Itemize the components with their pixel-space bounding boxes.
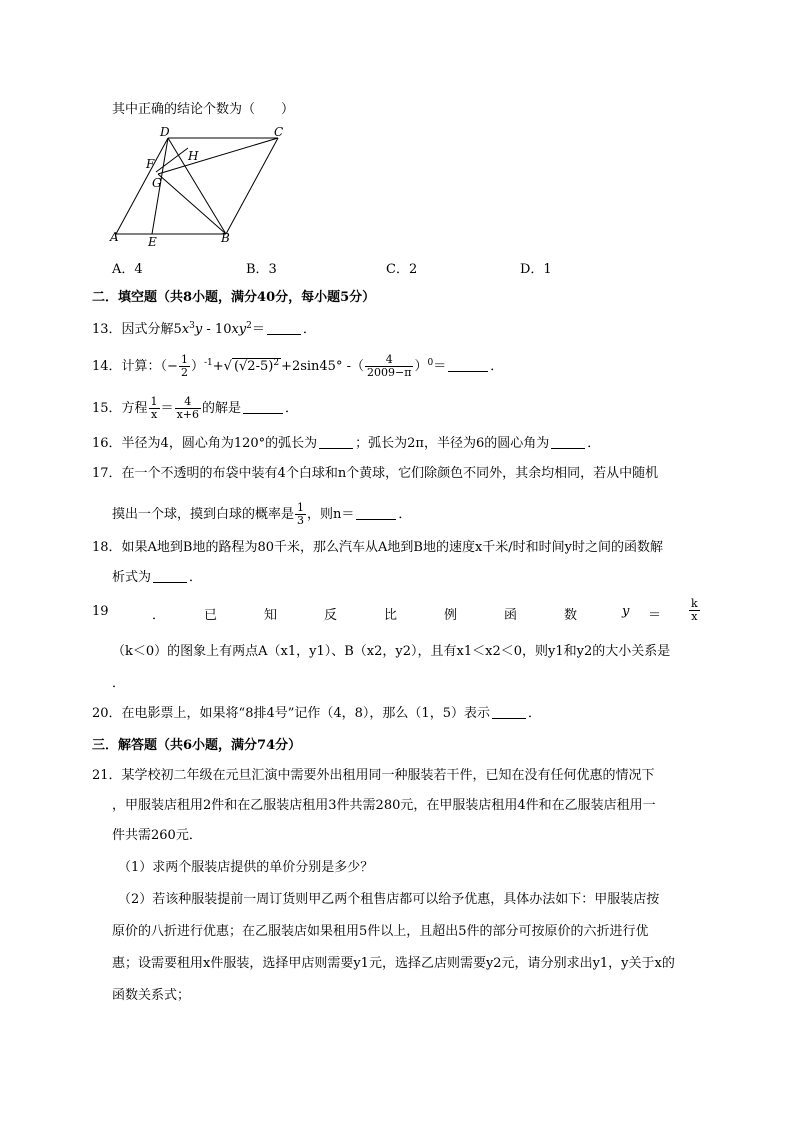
question-15: 15．方程 $\frac{1}{x}$ ＝ $\frac{4}{x+6}$ 的解是 ． (92, 395, 299, 421)
question-14: 14．计算：（− $\frac{1}{2}$ ）$^{-1}$+√ $(√2-5)^2 +2\sin 45^\circ$ -（ $\frac{4}{2009-\pi}$ ）$^0$＝ ． (92, 353, 504, 379)
question-18-line2: 析式为 ． (112, 570, 203, 585)
question-21-part2-line4: 函数关系式； (112, 988, 191, 1003)
question-17-line1: 17．在一个不透明的布袋中装有4个白球和n个黄球，它们除颜色不同外，其余均相同，若从中随机 (92, 466, 659, 481)
question-17-line2: 摸出一个球，摸到白球的概率是 $\frac{1}{3}$ ，则n＝ ． (112, 501, 412, 527)
answer-blank (267, 322, 301, 335)
question-12-stem: 其中正确的结论个数为（ ） (112, 102, 295, 117)
parallelogram-figure (108, 124, 288, 250)
question-21-part2-line2: 原价的八折进行优惠；在乙服装店如果租用5件以上，且超出5件的部分可按原价的六折进行优 (112, 924, 649, 939)
question-21-part1: （1）求两个服装店提供的单价分别是多少？ (118, 860, 374, 875)
question-16: 16．半径为4，圆心角为120°的弧长为 ；弧长为2π，半径为6的圆心角为 ． (92, 436, 601, 451)
question-21-line3: 件共需260元． (112, 828, 202, 843)
question-18-line1: 18．如果A地到B地的路程为80千米，那么汽车从A地到B地的速度x千米/时和时间y时之间的函数解 (92, 540, 664, 555)
question-20: 20．在电影票上，如果将“8排4号”记作（4，8），那么（1，5）表示 ． (92, 706, 541, 721)
label-A: A (110, 230, 119, 244)
question-21-part2-line1: （2）若该种服装提前一周订货则甲乙两个租售店都可以给予优惠，具体办法如下：甲服装店按 (118, 892, 660, 907)
label-B: B (221, 231, 230, 245)
question-19-line1: 19 ． 已 知 反 比 例 函 数 y ＝ $\frac{k}{x}$ (92, 597, 698, 623)
question-19-line3: ． (112, 676, 126, 691)
section-2-heading: 二．填空题（共8小题，满分40分，每小题5分） (92, 290, 376, 305)
question-13: 13．因式分解$5x^3y - 10xy^2=$ ． (92, 321, 316, 337)
question-21-line2: ，甲服装店租用2件和在乙服装店租用3件共需280元，在甲服装店租用4件和在乙服装店租用一 (112, 798, 656, 813)
question-19-line2: （k＜0）的图象上有两点A（x1，y1）、B（x2，y2），且有x1＜x2＜0，则y1和y2的大小关系是 (112, 644, 671, 659)
section-3-heading: 三．解答题（共6小题，满分74分） (92, 738, 302, 753)
label-G: G (152, 176, 162, 190)
label-D: D (160, 125, 170, 139)
option-a: A．4 (112, 262, 143, 277)
question-21-line1: 21．某学校初二年级在元旦汇演中需要外出租用同一种服装若干件，已知在没有任何优惠的情况下 (92, 768, 655, 783)
option-c: C．2 (386, 262, 418, 277)
option-d: D．1 (520, 262, 552, 277)
label-H: H (188, 149, 199, 163)
label-E: E (148, 235, 157, 249)
label-F: F (146, 157, 155, 171)
label-C: C (274, 125, 284, 139)
question-21-part2-line3: 惠；设需要租用x件服装，选择甲店则需要y1元，选择乙店则需要y2元，请分别求出y1，y关于x的 (112, 956, 675, 971)
option-b: B．3 (246, 262, 277, 277)
